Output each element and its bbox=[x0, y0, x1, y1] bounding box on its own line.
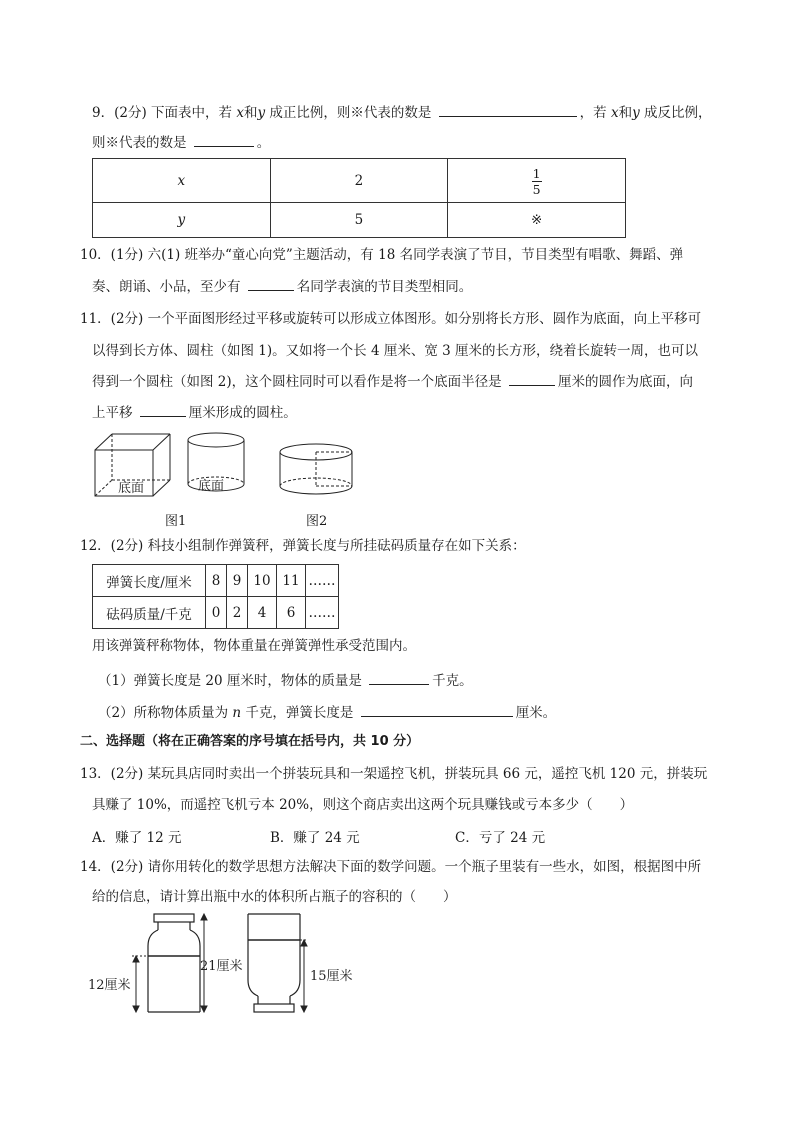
section-heading: 二、选择题（将在正确答案的序号填在括号内，共 10 分） bbox=[80, 734, 420, 749]
var-x: x bbox=[236, 105, 244, 121]
fig2-label: 图2 bbox=[306, 514, 328, 529]
fraction bbox=[532, 167, 542, 196]
q12-sub1-post: 千克。 bbox=[432, 673, 473, 689]
q12-blank-1[interactable] bbox=[369, 670, 429, 685]
q11-text: 得到一个圆柱（如图 2)，这个圆柱同时可以看作是将一个底面半径是 bbox=[92, 374, 502, 390]
bottle-upright bbox=[148, 914, 200, 1012]
bottle-inverted bbox=[248, 914, 300, 1012]
table-cell: 0 bbox=[206, 597, 227, 629]
q11-line2: 以得到长方体、圆柱（如图 1)。又如将一个长 4 厘米、宽 3 厘米的长方形，绕着长旋转一周，也可以 bbox=[92, 343, 698, 359]
fig1-label: 图1 bbox=[165, 514, 187, 529]
q12-table-row bbox=[93, 565, 339, 597]
q10-text-post: 名同学表演的节目类型相同。 bbox=[296, 279, 473, 295]
q10-blank[interactable] bbox=[248, 276, 294, 291]
table-cell: 6 bbox=[277, 597, 306, 629]
q11-blank-2[interactable] bbox=[140, 402, 186, 417]
label-12cm: 12厘米 bbox=[88, 978, 131, 993]
table-cell: 2 bbox=[227, 597, 248, 629]
table-cell: 2 bbox=[270, 159, 448, 203]
cylinder-figure-2 bbox=[280, 444, 352, 494]
fraction-denominator: 5 bbox=[532, 181, 541, 197]
table-cell: 5 bbox=[270, 203, 448, 238]
q10-text: 奏、朗诵、小品，至少有 bbox=[92, 279, 241, 295]
q9-blank-1[interactable] bbox=[439, 102, 577, 117]
var-y: y bbox=[632, 105, 640, 121]
q13-option-a[interactable]: A．赚了 12 元 bbox=[92, 830, 182, 846]
q12-table bbox=[92, 564, 339, 629]
var-x: x bbox=[610, 105, 619, 121]
dimension-12cm bbox=[132, 956, 148, 1012]
q9-line1 bbox=[92, 102, 712, 123]
q12-line1: 12．(2分) 科技小组制作弹簧秤，弹簧长度与所挂砝码质量存在如下关系： bbox=[80, 538, 526, 554]
q9-text-end: 成反比例， bbox=[644, 105, 712, 121]
q12-sub2-text: （2）所称物体质量为 bbox=[98, 705, 229, 721]
q11-blank-1[interactable] bbox=[509, 371, 555, 386]
q12-blank-2[interactable] bbox=[361, 702, 513, 717]
table-cell: 8 bbox=[206, 565, 227, 597]
table-cell: 10 bbox=[248, 565, 277, 597]
label-21cm: 21厘米 bbox=[200, 959, 243, 974]
var-n: n bbox=[232, 705, 242, 721]
q12-note: 用该弹簧秤称物体，物体重量在弹簧弹性承受范围内。 bbox=[92, 638, 416, 654]
q12-sub2 bbox=[98, 702, 556, 723]
q14-bottle-figures bbox=[86, 912, 426, 1016]
table-cell: 9 bbox=[227, 565, 248, 597]
q9-and: 和 bbox=[243, 105, 258, 121]
table-cell: …… bbox=[306, 565, 339, 597]
q12-sub2-post: 厘米。 bbox=[515, 705, 557, 721]
q10-line2 bbox=[92, 276, 472, 297]
label-15cm: 15厘米 bbox=[310, 969, 353, 984]
q9-blank-2[interactable] bbox=[194, 132, 254, 147]
q13-option-c[interactable]: C．亏了 24 元 bbox=[455, 830, 546, 846]
table-cell: 弹簧长度/厘米 bbox=[93, 565, 206, 597]
q9-text-post: ，若 bbox=[579, 105, 607, 121]
q10-line1: 10．(1分) 六(1) 班举办“童心向党”主题活动，有 18 名同学表演了节目，节目类型有唱歌、舞蹈、弹 bbox=[80, 247, 684, 263]
var-y: y bbox=[257, 105, 266, 121]
q13-line1: 13．(2分) 某玩具店同时卖出一个拼装玩具和一架遥控飞机，拼装玩具 66 元，遥控飞机 120 元，拼装玩 bbox=[80, 766, 708, 782]
q9-text2: 则※代表的数是 bbox=[92, 135, 187, 151]
q11-line1: 11．(2分) 一个平面图形经过平移或旋转可以形成立体图形。如分别将长方形、圆作为底面，向上平移可 bbox=[80, 311, 702, 327]
table-cell: ※ bbox=[448, 203, 626, 238]
q14-line2: 给的信息，请计算出瓶中水的体积所占瓶子的容积的（ ） bbox=[92, 889, 457, 905]
q11-line4 bbox=[92, 402, 297, 423]
table-cell: 砝码质量/千克 bbox=[93, 597, 206, 629]
table-cell-fraction bbox=[448, 159, 626, 203]
table-cell: …… bbox=[306, 597, 339, 629]
q12-sub1 bbox=[98, 670, 473, 691]
cuboid-base-label: 底面 bbox=[118, 481, 145, 496]
q9-table-row bbox=[93, 159, 626, 203]
q12-sub2-mid: 千克，弹簧长度是 bbox=[245, 705, 354, 721]
q13-line2: 具赚了 10%，而遥控飞机亏本 20%，则这个商店卖出这两个玩具赚钱或亏本多少（ ） bbox=[92, 797, 634, 813]
q11-figures bbox=[88, 428, 388, 508]
q9-table bbox=[92, 158, 626, 238]
q11-text4-post: 厘米形成的圆柱。 bbox=[188, 405, 297, 421]
table-cell: 4 bbox=[248, 597, 277, 629]
dimension-15cm bbox=[300, 940, 308, 1012]
q9-text: 9．(2分) 下面表中，若 bbox=[92, 105, 233, 121]
q11-line3 bbox=[92, 371, 693, 392]
q11-text-post: 厘米的圆作为底面，向 bbox=[557, 374, 693, 390]
q12-table-row bbox=[93, 597, 339, 629]
fraction-numerator: 1 bbox=[532, 165, 541, 181]
q12-sub1-text: （1）弹簧长度是 20 厘米时，物体的质量是 bbox=[98, 673, 362, 689]
q13-option-b[interactable]: B．赚了 24 元 bbox=[270, 830, 360, 846]
q11-text4: 上平移 bbox=[92, 405, 133, 421]
table-cell: y bbox=[93, 203, 271, 238]
cylinder-base-label: 底面 bbox=[198, 479, 225, 494]
q14-line1: 14．(2分) 请你用转化的数学思想方法解决下面的数学问题。一个瓶子里装有一些水，如图，根据图中所 bbox=[80, 859, 702, 875]
table-cell: 11 bbox=[277, 565, 306, 597]
table-cell: x bbox=[93, 159, 271, 203]
q9-and: 和 bbox=[618, 105, 633, 121]
q9-line2 bbox=[92, 132, 270, 153]
q9-period: 。 bbox=[256, 135, 271, 151]
q9-text-mid: 成正比例，则※代表的数是 bbox=[269, 105, 432, 121]
q9-table-row bbox=[93, 203, 626, 238]
